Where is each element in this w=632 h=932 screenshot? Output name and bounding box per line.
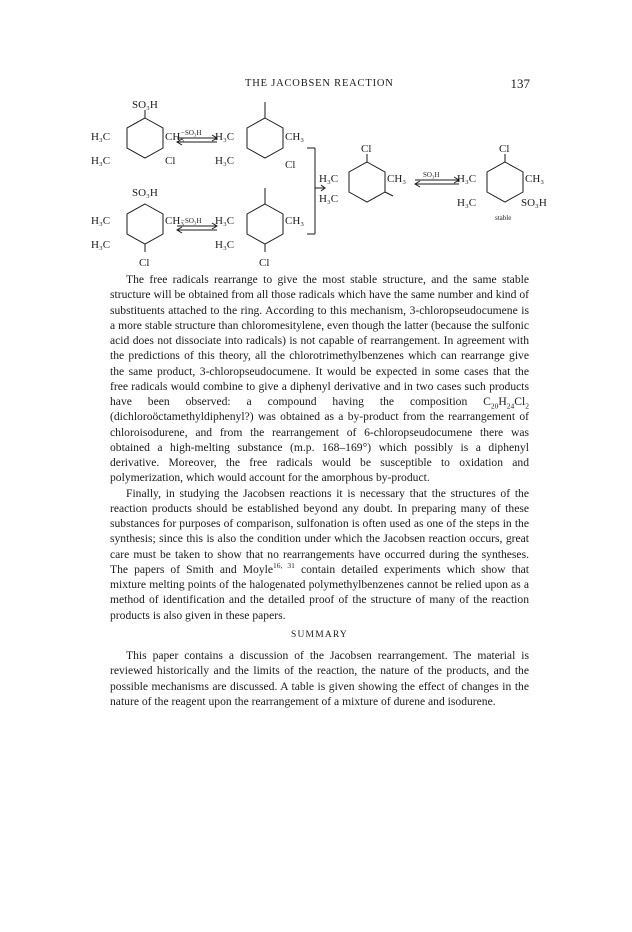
ring1-ch3-label: CH₃ [165, 131, 185, 143]
ring6-ch3-label: CH₃ [525, 173, 545, 185]
ring2-h3c-label: H₃C [215, 131, 235, 143]
ring6-cl-label: Cl [499, 143, 510, 155]
benzene-ring-1 [127, 118, 163, 158]
ring5-h3c-label: H₃C [319, 173, 339, 185]
ring2-ch3-label: CH₃ [285, 131, 305, 143]
ring5-h3c-label-2: H₃C [319, 193, 339, 205]
ring2-cl-label: Cl [285, 159, 296, 171]
ring2-h3c-label-2: H₃C [215, 155, 235, 167]
arrow2-label: −SO₃H [181, 217, 202, 225]
page-number: 137 [510, 76, 530, 91]
paragraph-structures: Finally, in studying the Jacobsen reactions it is necessary that the structures of the reaction products should be established beyond any doubt. In preparing many of these substances for purposes of comparison, sulfonation is often used as one of the steps in the synthesis; since this is also the condition under which the Jacobsen reaction occurs, great care must be taken to show that no rearrangements have occurred during the syntheses. The papers of Smith and Moyle$^{16, 31}$ contain detailed experiments which show that mixture melting points of the halogenated polymethylbenzenes cannot be relied upon as a method of identification and the detailed proof of the structure of many of the reaction products is also given in these papers. [110, 486, 529, 622]
ring5-ch3-label: CH₃ [387, 173, 407, 185]
benzene-ring-5 [349, 162, 385, 202]
benzene-ring-2 [247, 118, 283, 158]
ring3-cl-label: Cl [139, 257, 150, 269]
ring3-ch3-label: CH₃ [165, 215, 185, 227]
ring3-h3c-label-2: H₃C [91, 239, 111, 251]
ring6-h3c-label: H₃C [457, 173, 477, 185]
summary-paragraph: This paper contains a discussion of the Jacobsen rearrangement. The material is reviewed historically and the limits of the reaction, the nature of the products, and the possible mechanisms are discussed. A table is given showing the effect of changes in the nature of the reagent upon the rearrangement of a mixture of durene and isodurene. [110, 649, 529, 708]
ring1-h3c-label: H₃C [91, 131, 111, 143]
ring1-h3c-label-2: H₃C [91, 155, 111, 167]
benzene-ring-4 [247, 204, 283, 244]
ring1-cl-label: Cl [165, 155, 176, 167]
ring4-h3c-label-2: H₃C [215, 239, 235, 251]
paragraph-free-radicals: The free radicals rearrange to give the most stable structure, and the same stable structure will be obtained from all those radicals which have the same number and kind of substituents attached to the ring. According to this mechanism, 3-chloropseudocumene is a more stable structure than chloromesitylene, even though the latter (because the sulfonic acid does not dissociate into radicals) is not capable of rearrangement. In agreement with the predictions of this theory, all the chlorotrimethylbenzenes which can rearrange give the same product, 3-chloropseudocumene. It would be expected in some cases that the free radicals would combine to give a diphenyl derivative and in two cases such products have been observed: a compound having the composition $C_{20}H_{24}Cl_2$ (dichloroöctamethyldiphenyl?) was obtained as a by-product from the rearrangement of chloroisodurene, and from the rearrangement of 6-chloropseudocumene there was obtained a high-melting substance (m.p. 168–169°) which possibly is a diphenyl derivative. Moreover, the free radicals would be susceptible to oxidation and polymerization, which would account for the amorphous by-product. [110, 273, 529, 485]
ring4-ch3-label: CH₃ [285, 215, 305, 227]
ring4-h3c-label: H₃C [215, 215, 235, 227]
ring5-cl-label: Cl [361, 143, 372, 155]
ring4-cl-label: Cl [259, 257, 270, 269]
running-title: THE JACOBSEN REACTION [245, 78, 394, 89]
ring6-so3h-label: SO₃H [521, 197, 547, 209]
ring3-h3c-label: H₃C [91, 215, 111, 227]
benzene-ring-6 [487, 162, 523, 202]
ring1-so3h-label: SO₃H [132, 99, 158, 111]
page-header [110, 78, 530, 96]
stable-label: stable [495, 214, 512, 222]
ring3-so3h-label: SO₃H [132, 187, 158, 199]
summary-heading: SUMMARY [291, 629, 348, 640]
reaction-scheme [85, 96, 555, 276]
body-text [110, 272, 529, 709]
benzene-ring-3 [127, 204, 163, 244]
ring6-h3c-label-2: H₃C [457, 197, 477, 209]
arrow3-label: SO₃H [423, 171, 440, 179]
arrow1-label: −SO₃H [181, 129, 202, 137]
